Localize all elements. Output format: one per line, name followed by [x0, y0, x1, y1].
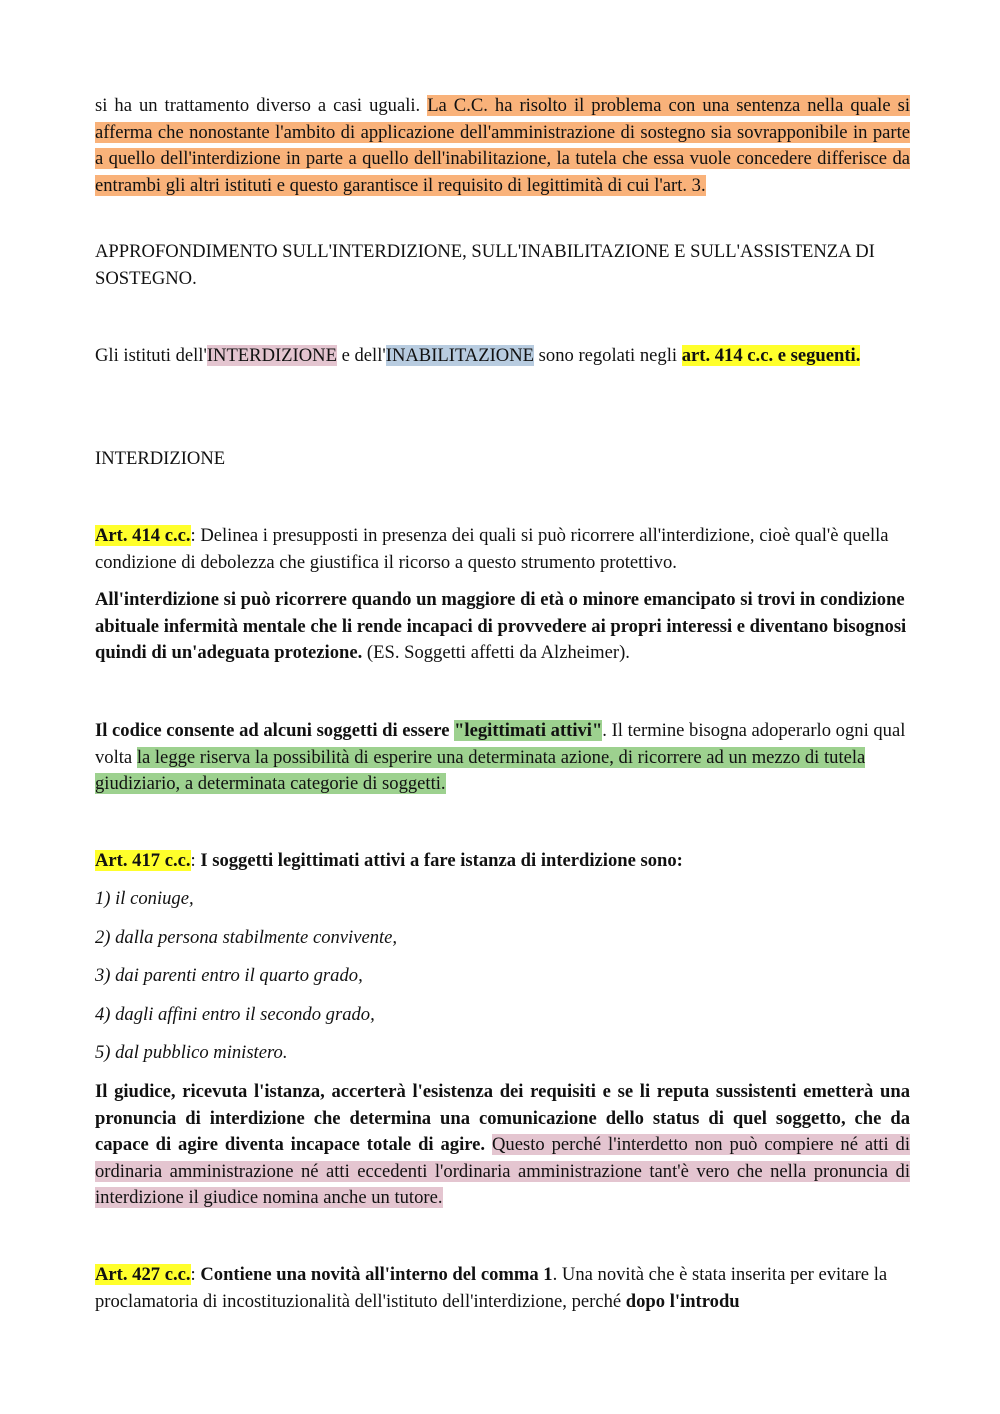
pink-highlight: Questo perché l'interdetto non può compiere né atti di ordinaria amministrazione né atti eccedenti l'ordinaria amministrazione tant'è vero che nella pronuncia di interdizione il giudice nomina anche un tutore.: [95, 1134, 910, 1208]
article-reference: Art. 417 c.c.: [95, 850, 191, 871]
text: APPROFONDIMENTO SULL'INTERDIZIONE, SULL'INABILITAZIONE E SULL'ASSISTENZA DI SOSTEGNO.: [95, 241, 875, 289]
paragraph-art-417: Art. 417 c.c.: I soggetti legittimati attivi a fare istanza di interdizione sono:: [95, 850, 683, 871]
article-reference: Art. 427 c.c.: [95, 1264, 191, 1285]
paragraph-art-414: Art. 414 c.c.: Delinea i presupposti in presenza dei quali si può ricorrere all'interdizione, cioè qual'è quella condizione di debolezza che giustifica il ricorso a questo strumento protettivo.: [95, 525, 889, 573]
paragraph-art-427: Art. 427 c.c.: Contiene una novità all'interno del comma 1. Una novità che è stata inserita per evitare la proclamatoria di incostituzionalità dell'istituto dell'interdizione, perché dopo l'introdu: [95, 1264, 888, 1312]
yellow-highlight: art. 414 c.c. e seguenti.: [681, 345, 861, 366]
list-item: 1) il coniuge,: [95, 888, 194, 909]
list-item: 4) dagli affini entro il secondo grado,: [95, 1004, 375, 1025]
paragraph-legittimati: Il codice consente ad alcuni soggetti di essere "legittimati attivi". Il termine bisogna adoperarlo ogni qual volta la legge riserva la possibilità di esperire una determinata azione, di ricorrere ad un mezzo di tutela giudiziario, a determinata categorie di soggetti.: [95, 720, 906, 794]
list-item: 5) dal pubblico ministero.: [95, 1042, 288, 1063]
green-highlight: "legittimati attivi": [454, 720, 603, 741]
list-item: 3) dai parenti entro il quarto grado,: [95, 965, 363, 986]
pink-highlight: INTERDIZIONE: [206, 345, 337, 366]
paragraph-interdizione-presupposti: All'interdizione si può ricorrere quando un maggiore di età o minore emancipato si trovi in condizione abituale infermità mentale che li rende incapaci di provvedere ai propri interessi e diventano bisognosi quindi di un'adeguata protezione. (ES. Soggetti affetti da Alzheimer).: [95, 589, 907, 663]
heading-approfondimento: [95, 239, 910, 292]
heading-interdizione: INTERDIZIONE: [95, 448, 226, 469]
paragraph-giudice: Il giudice, ricevuta l'istanza, accerterà l'esistenza dei requisiti e se li reputa sussistenti emetterà una pronuncia di interdizione che determina una comunicazione dello status di quel soggetto, che da capace di agire diventa incapace totale di agire. Questo perché l'interdetto non può compiere né atti di ordinaria amministrazione né atti eccedenti l'ordinaria amministrazione tant'è vero che nella pronuncia di interdizione il giudice nomina anche un tutore.: [95, 1081, 910, 1208]
text: si ha un trattamento diverso a casi uguali.: [95, 95, 428, 116]
green-highlight: la legge riserva la possibilità di esperire una determinata azione, di ricorrere ad un mezzo di tutela giudiziario, a determinata categorie di soggetti.: [95, 746, 866, 794]
list-item: 2) dalla persona stabilmente convivente,: [95, 927, 398, 948]
blue-highlight: INABILITAZIONE: [385, 345, 535, 366]
article-reference: Art. 414 c.c.: [95, 525, 191, 546]
orange-highlight: La C.C. ha risolto il problema con una sentenza nella quale si afferma che nonostante l'ambito di applicazione dell'amministrazione di sostegno sia sovrapponibile in parte a quello dell'interdizione in parte a quello dell'inabilitazione, la tutela che essa vuole concedere differisce da entrambi gli altri istituti e questo garantisce il requisito di legittimità di cui l'art. 3.: [95, 95, 910, 196]
paragraph-istituti: Gli istituti dell'INTERDIZIONE e dell'INABILITAZIONE sono regolati negli art. 414 c.c. e seguenti.: [95, 345, 861, 366]
paragraph-sentenza: [95, 93, 910, 199]
